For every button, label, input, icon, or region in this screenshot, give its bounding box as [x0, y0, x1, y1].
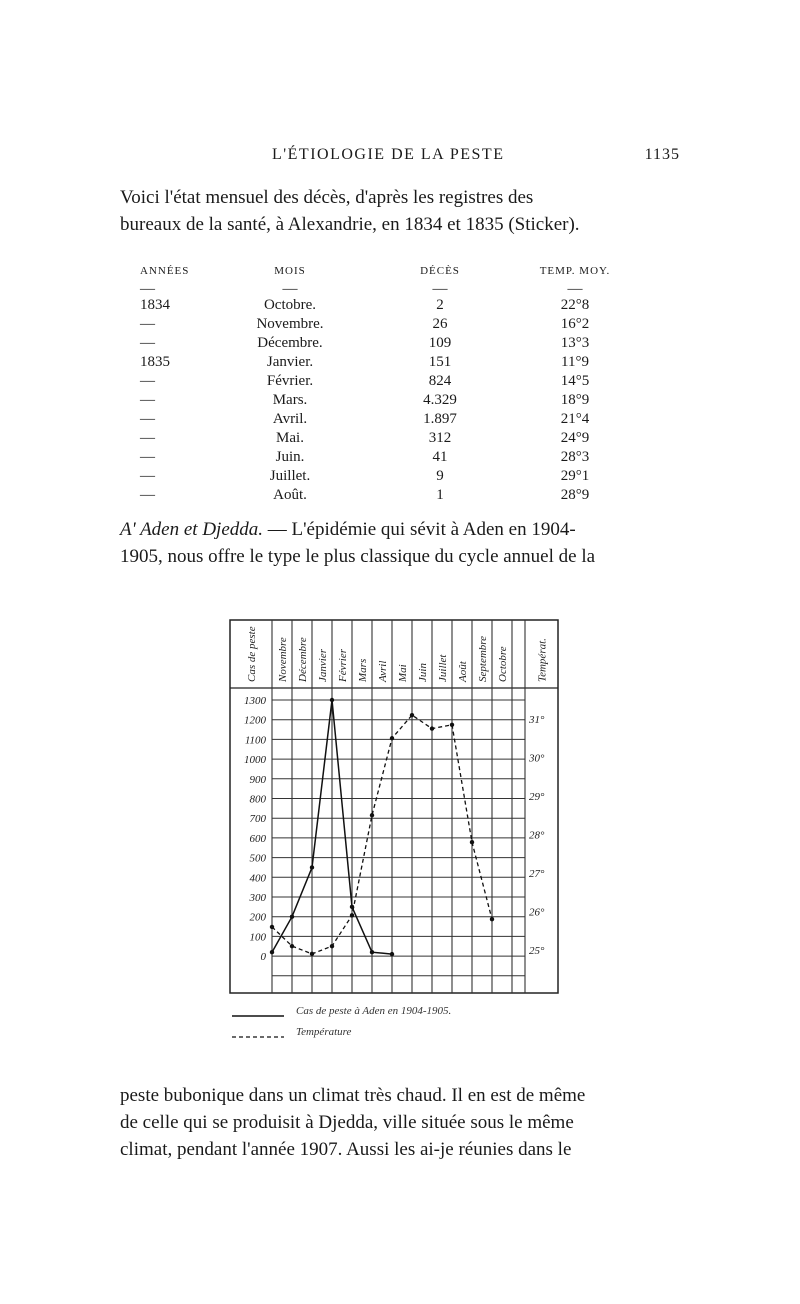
- right-tick-label: 29°: [529, 791, 545, 803]
- cell-deaths: 4.329: [423, 392, 457, 408]
- cell-temperature: 11°9: [561, 354, 589, 370]
- column-header-label: Avril: [377, 660, 389, 682]
- text-line: peste bubonique dans un climat très chaud. Il en est de même: [120, 1085, 586, 1106]
- cell-year: —: [140, 487, 155, 503]
- temperature-point: [370, 813, 374, 817]
- plague-cases-point: [370, 950, 374, 954]
- cell-temperature: 22°8: [560, 297, 590, 313]
- left-tick-label: 800: [249, 793, 266, 806]
- cell-year: —: [140, 430, 155, 446]
- column-header-temperature: TEMP. MOY.: [539, 265, 611, 277]
- dash: —: [140, 281, 155, 297]
- column-header-label: Juillet: [437, 654, 449, 682]
- temperature-point: [410, 713, 414, 717]
- left-tick-label: 600: [249, 832, 266, 845]
- closing-paragraph: [120, 1082, 682, 1163]
- right-tick-label: 25°: [529, 945, 545, 957]
- right-tick-label: 28°: [529, 829, 545, 842]
- cell-year: 1835: [140, 354, 170, 370]
- section-heading: A' Aden et Djedda.: [120, 519, 264, 540]
- column-header-label: Août: [457, 661, 469, 682]
- text-line: de celle qui se produisit à Djedda, ville située sous le même: [120, 1112, 574, 1133]
- cell-deaths: 151: [428, 354, 452, 370]
- cell-year: —: [140, 316, 155, 332]
- temperature-point: [490, 917, 494, 921]
- cell-deaths: 312: [428, 430, 452, 446]
- column-header-label: Octobre: [497, 646, 509, 682]
- cell-year: —: [140, 449, 155, 465]
- page-number: 1135: [644, 146, 680, 163]
- cell-deaths: 1: [436, 487, 444, 503]
- right-tick-label: 30°: [529, 752, 545, 765]
- column-header-label: Températ.: [536, 638, 549, 682]
- column-header-label: Novembre: [277, 637, 289, 682]
- cell-month: Juillet.: [269, 468, 311, 484]
- dash: —: [282, 281, 298, 297]
- right-tick-label: 31°: [529, 714, 545, 726]
- column-header-label: Cas de peste: [246, 626, 258, 682]
- cell-month: Avril.: [272, 411, 308, 427]
- text-line: 1905, nous offre le type le plus classique du cycle annuel de la: [120, 546, 596, 567]
- right-tick-label: 27°: [529, 868, 545, 880]
- cell-month: Juin.: [275, 449, 305, 465]
- cell-year: —: [140, 392, 155, 408]
- cell-deaths: 9: [436, 468, 444, 484]
- cell-deaths: 109: [428, 335, 452, 351]
- column-header-label: Mai: [397, 664, 409, 682]
- text-line: climat, pendant l'année 1907. Aussi les ai-je réunies dans le: [120, 1139, 572, 1160]
- cell-year: —: [140, 373, 155, 389]
- column-header-label: Septembre: [477, 635, 489, 682]
- column-header-label: Juin: [417, 663, 429, 682]
- temperature-point: [310, 952, 314, 956]
- left-tick-label: 200: [249, 911, 266, 924]
- left-tick-label: 300: [249, 892, 266, 904]
- cell-month: Novembre.: [256, 316, 324, 332]
- temperature-point: [450, 723, 454, 727]
- plague-cases-point: [310, 865, 314, 869]
- plague-cases-point: [270, 950, 274, 954]
- cell-deaths: 1.897: [423, 411, 457, 427]
- cell-month: Mai.: [276, 430, 304, 446]
- cell-deaths: 2: [436, 297, 444, 313]
- column-header-label: Janvier: [317, 649, 329, 682]
- legend-label: Température: [296, 1026, 352, 1038]
- cell-temperature: 14°5: [560, 373, 590, 389]
- cell-temperature: 29°1: [560, 468, 590, 484]
- plague-cases-point: [290, 915, 294, 919]
- cell-year: —: [140, 411, 155, 427]
- cell-year: —: [140, 335, 155, 351]
- temperature-point: [350, 913, 354, 917]
- column-header-years: ANNÉES: [140, 265, 190, 277]
- temperature-point: [290, 944, 294, 948]
- cell-year: 1834: [140, 297, 170, 313]
- temperature-point: [270, 925, 274, 929]
- column-header-deaths: DÉCÈS: [420, 265, 460, 277]
- cell-temperature: 21°4: [560, 411, 590, 427]
- left-tick-label: 700: [249, 813, 266, 826]
- left-tick-label: 0: [260, 951, 266, 964]
- legend-label: Cas de peste à Aden en 1904-1905.: [296, 1005, 452, 1017]
- left-tick-label: 1200: [244, 714, 266, 727]
- column-header-label: Décembre: [297, 637, 309, 682]
- left-tick-label: 400: [249, 872, 266, 885]
- left-tick-label: 100: [249, 931, 266, 944]
- cell-temperature: 16°2: [560, 316, 590, 332]
- cell-temperature: 24°9: [560, 430, 590, 446]
- cell-month: Octobre.: [263, 297, 317, 313]
- running-title: L'ÉTIOLOGIE DE LA PESTE: [272, 146, 505, 163]
- cell-year: —: [140, 468, 155, 484]
- plague-cases-point: [330, 698, 334, 702]
- cell-month: Février.: [266, 373, 314, 389]
- dash: —: [432, 281, 448, 297]
- temperature-point: [470, 840, 474, 844]
- cell-month: Décembre.: [257, 335, 323, 351]
- cell-temperature: 13°3: [560, 335, 590, 351]
- cell-month: Mars.: [272, 392, 308, 408]
- dash: —: [567, 281, 583, 297]
- left-tick-label: 500: [249, 852, 266, 865]
- column-header-months: MOIS: [274, 265, 306, 277]
- cell-temperature: 28°9: [560, 487, 590, 503]
- cell-month: Août.: [273, 487, 307, 503]
- plague-cases-point: [390, 952, 394, 956]
- right-tick-label: 26°: [529, 906, 545, 919]
- cell-deaths: 824: [428, 373, 452, 389]
- cell-deaths: 26: [432, 316, 448, 332]
- left-tick-label: 1300: [244, 695, 266, 707]
- left-tick-label: 1100: [244, 734, 266, 747]
- cell-month: Janvier.: [266, 354, 314, 370]
- left-tick-label: 1000: [244, 754, 266, 767]
- column-header-label: Mars: [357, 658, 369, 682]
- temperature-point: [390, 736, 394, 740]
- text-line: bureaux de la santé, à Alexandrie, en 1834 et 1835 (Sticker).: [120, 214, 580, 235]
- cell-temperature: 28°3: [560, 449, 590, 465]
- column-header-label: Février: [337, 649, 349, 682]
- text-line: Voici l'état mensuel des décès, d'après les registres des: [120, 187, 534, 208]
- temperature-point: [430, 726, 434, 730]
- cell-temperature: 18°9: [560, 392, 590, 408]
- text-run: — L'épidémie qui sévit à Aden en 1904-: [263, 519, 576, 540]
- temperature-point: [330, 944, 334, 948]
- cell-deaths: 41: [432, 449, 448, 465]
- temperature-line: [272, 715, 492, 954]
- left-tick-label: 900: [249, 773, 266, 786]
